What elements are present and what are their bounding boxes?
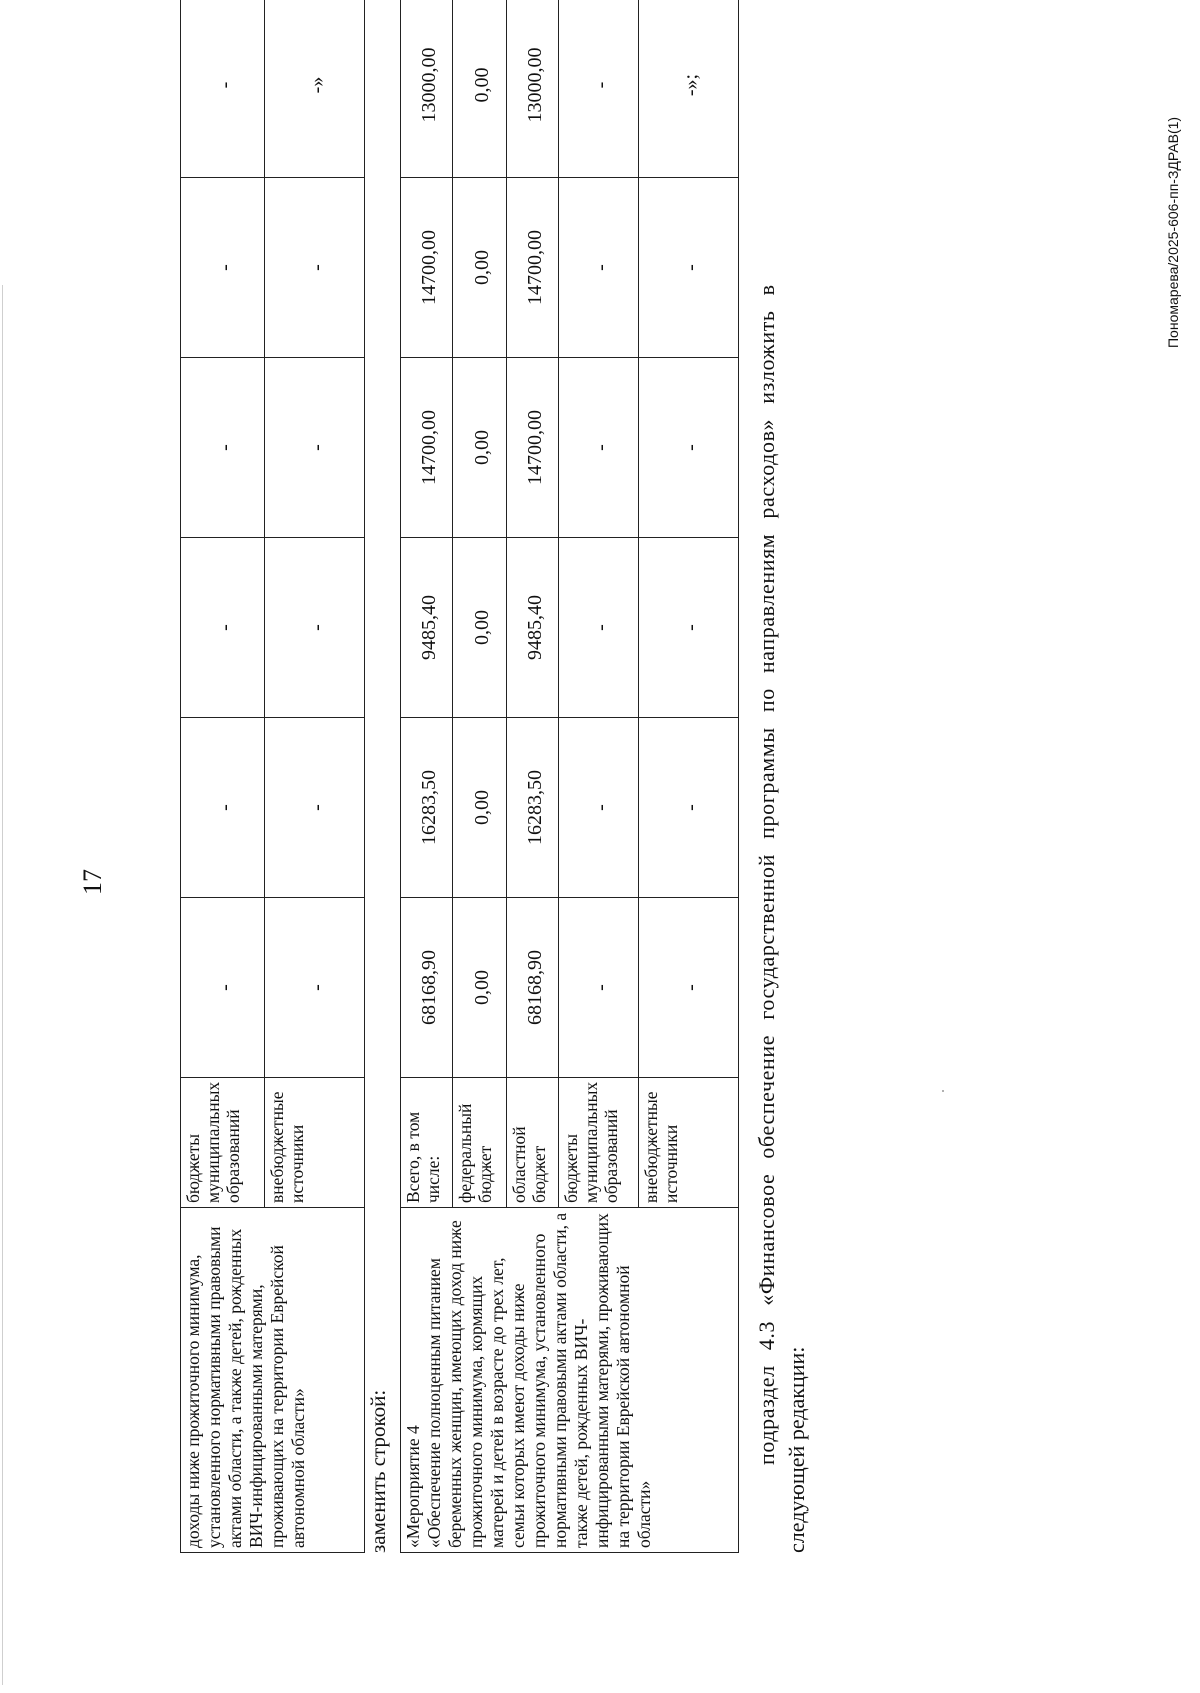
continuation-table [180, 0, 365, 1553]
measure-description: «Обеспечение полноценным питанием беременных женщин, имеющих доход ниже прожиточного минимума, кормящих матерей и детей в возрасте до трех лет, семьи которых имеют доходы ниже прожиточного минимума, установленного нормативными правовыми актами области, а также детей, рожденных ВИЧ-инфицированными матерями, проживающих на территории Еврейской автономной области» [424, 1212, 654, 1548]
page-number: 17 [78, 869, 107, 895]
value-cell: 9485,40 [401, 538, 453, 718]
funding-source-cell: областной бюджет [507, 1078, 559, 1208]
value-cell: - [559, 0, 639, 178]
funding-source-cell: внебюджетные источники [639, 1078, 739, 1208]
value-cell: 9485,40 [507, 538, 559, 718]
value-cell: 14700,00 [401, 178, 453, 358]
value-cell: - [265, 718, 365, 898]
value-cell: -» [265, 0, 365, 178]
value-cell: 16283,50 [401, 718, 453, 898]
value-cell: - [559, 898, 639, 1078]
value-cell: 0,00 [453, 358, 507, 538]
rotated-page [0, 3, 1200, 1693]
funding-source-cell: федеральный бюджет [453, 1078, 507, 1208]
measure-4-table [400, 0, 739, 1553]
value-cell: 68168,90 [401, 898, 453, 1078]
value-cell: - [181, 538, 265, 718]
value-cell: 68168,90 [507, 898, 559, 1078]
document-footer-code: Пономарева/2025-606-пп-ЗДРАВ(1) [1165, 116, 1181, 348]
value-cell: - [265, 898, 365, 1078]
value-cell: - [639, 718, 739, 898]
value-cell: - [559, 718, 639, 898]
value-cell: 0,00 [453, 898, 507, 1078]
funding-source-cell: внебюджетные источники [265, 1078, 365, 1208]
value-cell: - [265, 178, 365, 358]
value-cell: 13000,00 [401, 0, 453, 178]
value-cell: - [639, 898, 739, 1078]
value-cell: 16283,50 [507, 718, 559, 898]
value-cell: - [265, 538, 365, 718]
value-cell: 14700,00 [507, 358, 559, 538]
replace-instruction: заменить строкой: [366, 1389, 390, 1553]
value-cell: 0,00 [453, 0, 507, 178]
value-cell: - [639, 178, 739, 358]
value-cell: 13000,00 [507, 0, 559, 178]
value-cell: - [181, 358, 265, 538]
value-cell: 14700,00 [507, 178, 559, 358]
value-cell: - [559, 178, 639, 358]
amendment-paragraph [752, 33, 812, 1553]
funding-source-cell: Всего, в том числе: [401, 1078, 453, 1208]
paragraph-line: подраздел 4.3 «Финансовое обеспечение государственной программы по направлениям расходов» изложить в [754, 284, 779, 1465]
value-cell: - [181, 718, 265, 898]
measure-description-cell: доходы ниже прожиточного минимума, установленного нормативными правовыми актами области, а также детей, рожденных ВИЧ-инфицированными матерями, проживающих на территории Еврейской автономной области» [181, 1208, 365, 1553]
measure-title: «Мероприятие 4 [403, 1425, 423, 1548]
table-row [401, 0, 453, 1553]
value-cell: - [639, 358, 739, 538]
funding-source-cell: бюджеты муниципальных образований [559, 1078, 639, 1208]
value-cell: -»; [639, 0, 739, 178]
value-cell: - [265, 358, 365, 538]
value-cell: 0,00 [453, 538, 507, 718]
value-cell: - [559, 358, 639, 538]
value-cell: - [639, 538, 739, 718]
value-cell: - [181, 898, 265, 1078]
value-cell: - [559, 538, 639, 718]
value-cell: - [181, 0, 265, 178]
value-cell: 0,00 [453, 178, 507, 358]
measure-description-cell [401, 1208, 739, 1553]
value-cell: 14700,00 [401, 358, 453, 538]
paragraph-line: следующей редакции: [784, 1346, 809, 1553]
value-cell: 0,00 [453, 718, 507, 898]
value-cell: - [181, 178, 265, 358]
funding-source-cell: бюджеты муниципальных образований [181, 1078, 265, 1208]
table-row [181, 0, 265, 1553]
